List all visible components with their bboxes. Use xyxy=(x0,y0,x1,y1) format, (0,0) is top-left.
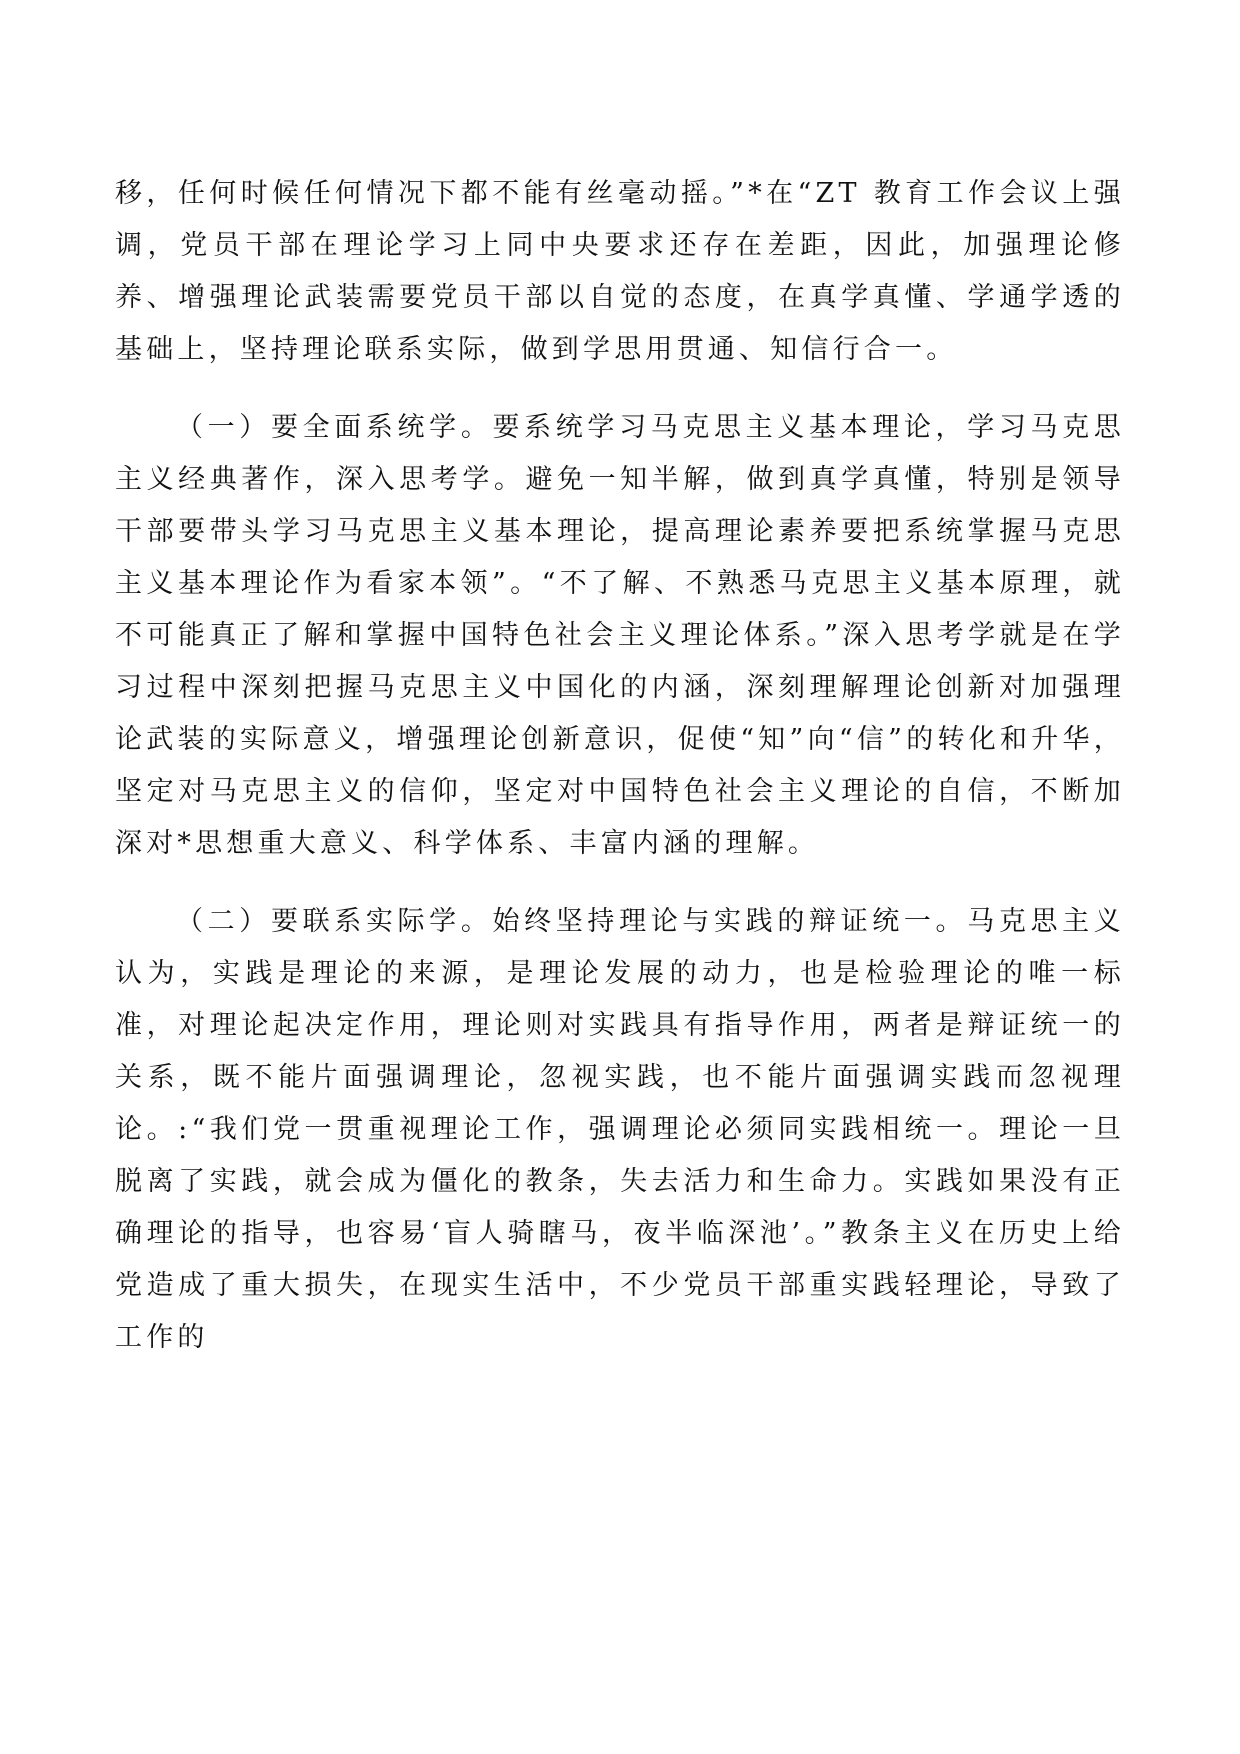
paragraph-section-two: （二）要联系实际学。始终坚持理论与实践的辩证统一。马克思主义认为，实践是理论的来源，是理论发展的动力，也是检验理论的唯一标准，对理论起决定作用，理论则对实践具有指导作用，两者是辩证统一的关系，既不能片面强调理论，忽视实践，也不能片面强调实践而忽视理论。:“我们党一贯重视理论工作，强调理论必须同实践相统一。理论一旦脱离了实践，就会成为僵化的教条，失去活力和生命力。实践如果没有正确理论的指导，也容易‘盲人骑瞎马，夜半临深池’。”教条主义在历史上给党造成了重大损失，在现实生活中，不少党员干部重实践轻理论，导致了工作的 xyxy=(115,906,1125,1353)
paragraph-continuation: 移，任何时候任何情况下都不能有丝毫动摇。”*在“ZT 教育工作会议上强调，党员干部在理论学习上同中央要求还存在差距，因此，加强理论修养、增强理论武装需要党员干部以自觉的态度，在真学真懂、学通学透的基础上，坚持理论联系实际，做到学思用贯通、知信行合一。 xyxy=(115,178,1125,365)
paragraph-section-one: （一）要全面系统学。要系统学习马克思主义基本理论，学习马克思主义经典著作，深入思考学。避免一知半解，做到真学真懂，特别是领导干部要带头学习马克思主义基本理论，提高理论素养要把系统掌握马克思主义基本理论作为看家本领”。“不了解、不熟悉马克思主义基本原理，就不可能真正了解和掌握中国特色社会主义理论体系。”深入思考学就是在学习过程中深刻把握马克思主义中国化的内涵，深刻理解理论创新对加强理论武装的实际意义，增强理论创新意识，促使“知”向“信”的转化和升华，坚定对马克思主义的信仰，坚定对中国特色社会主义理论的自信，不断加深对*思想重大意义、科学体系、丰富内涵的理解。 xyxy=(115,412,1125,859)
document-body xyxy=(115,168,1125,1390)
